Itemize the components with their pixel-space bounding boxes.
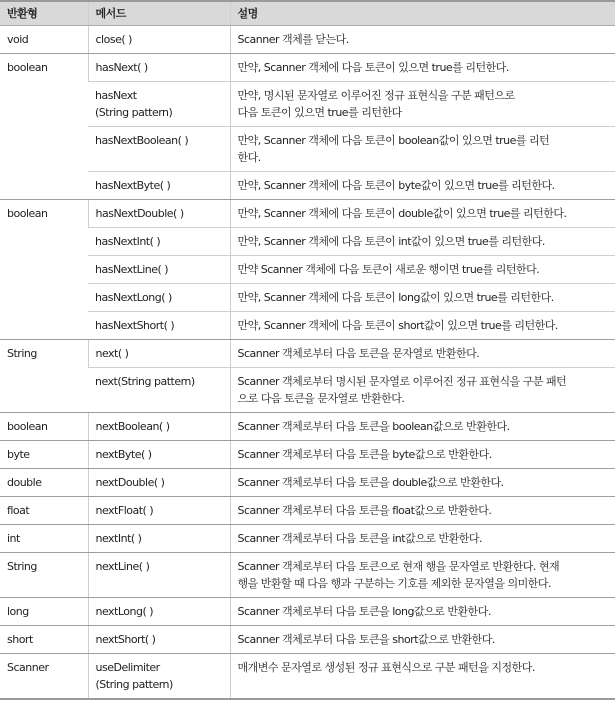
- method-cell: hasNext( ): [88, 53, 230, 81]
- description-cell: 만약 Scanner 객체에 다음 토큰이 새로운 행이면 true를 리턴한다.: [230, 255, 615, 283]
- method-cell: hasNextShort( ): [88, 311, 230, 339]
- table-row: [0, 339, 615, 367]
- table-header: [0, 1, 615, 25]
- table-row: [0, 283, 615, 311]
- return-type-cell: Scanner: [0, 653, 88, 699]
- method-cell: hasNextBoolean( ): [88, 126, 230, 171]
- method-cell: nextByte( ): [88, 440, 230, 468]
- description-cell: Scanner 객체로부터 다음 토큰을 float값으로 반환한다.: [230, 496, 615, 524]
- table-row: [0, 412, 615, 440]
- method-cell: hasNextLong( ): [88, 283, 230, 311]
- description-cell: Scanner 객체로부터 다음 토큰을 long값으로 반환한다.: [230, 597, 615, 625]
- description-cell: Scanner 객체로부터 다음 토큰을 byte값으로 반환한다.: [230, 440, 615, 468]
- return-type-cell: int: [0, 524, 88, 552]
- return-type-cell: void: [0, 25, 88, 53]
- description-cell: 만약, 명시된 문자열로 이루어진 정규 표현식을 구분 패턴으로 다음 토큰이 있으면 true를 리턴한다: [230, 81, 615, 126]
- method-cell: close( ): [88, 25, 230, 53]
- description-cell: Scanner 객체로부터 다음 토큰으로 현재 행을 문자열로 반환한다. 현재 행을 반환할 때 다음 행과 구분하는 기호를 제외한 문자열을 의미한다.: [230, 552, 615, 597]
- method-cell: useDelimiter (String pattern): [88, 653, 230, 699]
- method-cell: nextFloat( ): [88, 496, 230, 524]
- table-row: [0, 311, 615, 339]
- return-type-cell: short: [0, 625, 88, 653]
- method-cell: nextLine( ): [88, 552, 230, 597]
- table-row: [0, 126, 615, 171]
- table-row: [0, 171, 615, 199]
- table-body: [0, 25, 615, 699]
- return-type-cell: boolean: [0, 199, 88, 339]
- return-type-cell: long: [0, 597, 88, 625]
- description-cell: Scanner 객체로부터 명시된 문자열로 이루어진 정규 표현식을 구분 패턴 으로 다음 토큰을 문자열로 반환한다.: [230, 367, 615, 412]
- table-row: [0, 653, 615, 699]
- method-cell: hasNextLine( ): [88, 255, 230, 283]
- description-cell: 매개변수 문자열로 생성된 정규 표현식으로 구분 패턴을 지정한다.: [230, 653, 615, 699]
- description-cell: 만약, Scanner 객체에 다음 토큰이 있으면 true를 리턴한다.: [230, 53, 615, 81]
- table-row: [0, 440, 615, 468]
- return-type-cell: String: [0, 339, 88, 412]
- table-row: [0, 53, 615, 81]
- description-cell: Scanner 객체로부터 다음 토큰을 short값으로 반환한다.: [230, 625, 615, 653]
- table-row: [0, 367, 615, 412]
- description-cell: 만약, Scanner 객체에 다음 토큰이 short값이 있으면 true를 리턴한다.: [230, 311, 615, 339]
- return-type-cell: boolean: [0, 412, 88, 440]
- table-row: [0, 597, 615, 625]
- method-cell: nextLong( ): [88, 597, 230, 625]
- table-row: [0, 25, 615, 53]
- method-cell: next(String pattern): [88, 367, 230, 412]
- description-cell: 만약, Scanner 객체에 다음 토큰이 long값이 있으면 true를 리턴한다.: [230, 283, 615, 311]
- table-row: [0, 496, 615, 524]
- description-cell: 만약, Scanner 객체에 다음 토큰이 byte값이 있으면 true를 리턴한다.: [230, 171, 615, 199]
- method-cell: nextShort( ): [88, 625, 230, 653]
- description-cell: 만약, Scanner 객체에 다음 토큰이 double값이 있으면 true를 리턴한다.: [230, 199, 615, 227]
- description-cell: Scanner 객체로부터 다음 토큰을 boolean값으로 반환한다.: [230, 412, 615, 440]
- method-cell: hasNextByte( ): [88, 171, 230, 199]
- table-row: [0, 524, 615, 552]
- method-cell: hasNextDouble( ): [88, 199, 230, 227]
- method-cell: nextInt( ): [88, 524, 230, 552]
- table-row: [0, 255, 615, 283]
- method-cell: nextBoolean( ): [88, 412, 230, 440]
- method-cell: next( ): [88, 339, 230, 367]
- return-type-cell: byte: [0, 440, 88, 468]
- table-row: [0, 625, 615, 653]
- header-return-type: 반환형: [0, 1, 88, 25]
- description-cell: 만약, Scanner 객체에 다음 토큰이 int값이 있으면 true를 리턴한다.: [230, 227, 615, 255]
- method-cell: hasNext (String pattern): [88, 81, 230, 126]
- description-cell: Scanner 객체로부터 다음 토큰을 double값으로 반환한다.: [230, 468, 615, 496]
- method-cell: hasNextInt( ): [88, 227, 230, 255]
- header-method: 메서드: [88, 1, 230, 25]
- return-type-cell: boolean: [0, 53, 88, 199]
- table-row: [0, 468, 615, 496]
- return-type-cell: double: [0, 468, 88, 496]
- description-cell: Scanner 객체로부터 다음 토큰을 문자열로 반환한다.: [230, 339, 615, 367]
- method-cell: nextDouble( ): [88, 468, 230, 496]
- description-cell: Scanner 객체로부터 다음 토큰을 int값으로 반환한다.: [230, 524, 615, 552]
- table-row: [0, 199, 615, 227]
- description-cell: Scanner 객체를 닫는다.: [230, 25, 615, 53]
- table-row: [0, 81, 615, 126]
- header-description: 설명: [230, 1, 615, 25]
- description-cell: 만약, Scanner 객체에 다음 토큰이 boolean값이 있으면 true를 리턴 한다.: [230, 126, 615, 171]
- header-row: [0, 1, 615, 25]
- table-row: [0, 227, 615, 255]
- table-row: [0, 552, 615, 597]
- return-type-cell: float: [0, 496, 88, 524]
- return-type-cell: String: [0, 552, 88, 597]
